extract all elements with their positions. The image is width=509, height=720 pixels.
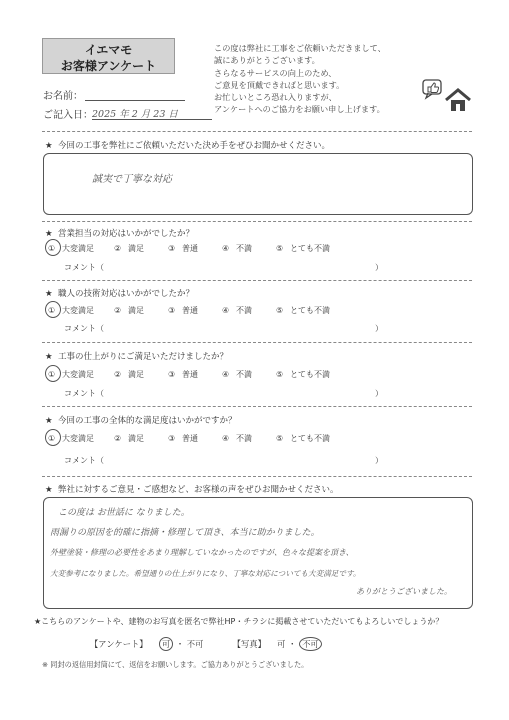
survey-no-option[interactable]: 不可: [186, 639, 204, 649]
option-2-label[interactable]: 満足: [128, 370, 144, 379]
intro-line: お忙しいところ恐れ入りますが、: [214, 92, 337, 103]
option-5-label[interactable]: とても不満: [290, 306, 330, 315]
option-1-label[interactable]: 大変満足: [62, 370, 94, 379]
question-6: [45, 483, 339, 495]
option-5-number[interactable]: ⑤: [276, 434, 284, 443]
option-3-label[interactable]: 普通: [182, 306, 198, 315]
option-5-number[interactable]: ⑤: [276, 306, 284, 315]
q1-answer: 誠実で丁寧な対応: [92, 174, 172, 185]
option-1-number[interactable]: ①: [48, 434, 56, 443]
option-2-number[interactable]: ②: [114, 244, 122, 253]
star-icon: ★: [45, 229, 53, 239]
option-3-label[interactable]: 普通: [182, 244, 198, 253]
option-1-number[interactable]: ①: [48, 370, 56, 379]
q2-comment-close: ）: [375, 263, 383, 272]
section-divider: [42, 280, 472, 281]
question-5-text: 今回の工事の全体的な満足度はいかがですか？: [58, 416, 237, 426]
q5-rating-options[interactable]: [48, 433, 330, 444]
question-1: [45, 139, 330, 151]
house-icon: [444, 88, 474, 114]
return-note: ※ 同封の返信用封筒にて、返信をお願いします。ご協力ありがとうございました。: [42, 660, 309, 669]
q6-answer-line: ありがとうございました。: [356, 587, 452, 596]
separator-dot: ・: [175, 639, 185, 649]
option-5-label[interactable]: とても不満: [290, 244, 330, 253]
q6-answer-line: 大変参考になりました。希望通りの仕上がりになり、丁寧な対応についても大変満足です。: [50, 569, 361, 578]
question-2-text: 営業担当の対応はいかがでしたか？: [58, 229, 195, 239]
permission-question: ★こちらのアンケートや、建物のお写真を匿名で弊社HP・チラシに掲載させていただいてもよろしいでしょうか？: [34, 617, 444, 626]
option-4-number[interactable]: ④: [222, 306, 230, 315]
option-2-label[interactable]: 満足: [128, 434, 144, 443]
star-icon: ★: [45, 141, 53, 151]
option-1-number[interactable]: ①: [48, 244, 56, 253]
q4-comment-close: ）: [375, 389, 383, 398]
option-4-label[interactable]: 不満: [236, 370, 252, 379]
photo-label: 【写真】: [232, 639, 266, 649]
question-1-text: 今回の工事を弊社にご依頼いただいた決め手をぜひお聞かせください。: [58, 141, 331, 151]
title-line-2: お客様アンケート: [60, 59, 157, 73]
q4-rating-options[interactable]: [48, 369, 330, 380]
q5-comment-close: ）: [375, 456, 383, 465]
question-3: [45, 287, 194, 299]
section-divider: [42, 476, 472, 477]
option-3-number[interactable]: ③: [168, 306, 176, 315]
q2-rating-options[interactable]: [48, 243, 330, 254]
section-divider: [42, 221, 472, 222]
q2-comment-label[interactable]: コメント（: [64, 263, 104, 272]
option-4-label[interactable]: 不満: [236, 434, 252, 443]
question-4: [45, 350, 228, 362]
question-6-text: 弊社に対するご意見・ご感想など、お客様の声をぜひお聞かせください。: [58, 485, 339, 495]
option-3-number[interactable]: ③: [168, 244, 176, 253]
intro-line: ご意見を頂戴できればと思います。: [214, 79, 345, 90]
survey-yes-option[interactable]: 可: [159, 637, 173, 651]
star-icon: ★: [45, 352, 53, 362]
option-2-number[interactable]: ②: [114, 370, 122, 379]
q6-answer-line: この度は お世話に なりました。: [58, 508, 190, 518]
option-1-label[interactable]: 大変満足: [62, 306, 94, 315]
q6-answer-line: 外壁塗装・修理の必要性をあまり理解していなかったのですが、色々な提案を頂き、: [50, 548, 354, 557]
intro-line: この度は弊社に工事をご依頼いただきまして、: [214, 43, 386, 53]
star-icon: ★: [45, 416, 53, 426]
q3-rating-options[interactable]: [48, 305, 330, 316]
option-4-number[interactable]: ④: [222, 434, 230, 443]
date-label: ご記入日：: [43, 110, 93, 121]
option-3-label[interactable]: 普通: [182, 434, 198, 443]
separator-dot: ・: [288, 639, 297, 649]
option-4-label[interactable]: 不満: [236, 244, 252, 253]
intro-line: アンケートへのご協力をお願い申し上げます。: [214, 104, 385, 115]
question-5: [45, 414, 237, 426]
q3-comment-label[interactable]: コメント（: [64, 324, 104, 333]
option-3-number[interactable]: ③: [168, 370, 176, 379]
q6-answer-line: 雨漏りの原因を的確に指摘・修理して頂き、本当に助かりました。: [50, 528, 320, 538]
option-4-number[interactable]: ④: [222, 244, 230, 253]
option-2-number[interactable]: ②: [114, 434, 122, 443]
option-5-label[interactable]: とても不満: [290, 434, 330, 443]
selected-circle: [45, 301, 61, 318]
option-5-number[interactable]: ⑤: [276, 370, 284, 379]
name-underline: [85, 100, 185, 101]
intro-line: さらなるサービスの向上のため、: [214, 67, 337, 78]
option-3-number[interactable]: ③: [168, 434, 176, 443]
survey-label: 【アンケート】: [90, 639, 148, 649]
q5-comment-label[interactable]: コメント（: [64, 456, 104, 465]
option-1-label[interactable]: 大変満足: [62, 244, 94, 253]
date-underline: [92, 119, 212, 120]
option-4-number[interactable]: ④: [222, 370, 230, 379]
q3-comment-close: ）: [375, 324, 383, 333]
selected-circle: [45, 429, 61, 446]
star-icon: ★: [45, 289, 53, 299]
photo-yes-option[interactable]: 可: [277, 639, 286, 649]
option-2-label[interactable]: 満足: [128, 306, 144, 315]
option-2-number[interactable]: ②: [114, 306, 122, 315]
photo-permission-row: [90, 637, 322, 651]
question-4-text: 工事の仕上がりにご満足いただけましたか？: [58, 352, 229, 362]
title-line-1: イエマモ: [84, 43, 133, 57]
option-3-label[interactable]: 普通: [182, 370, 198, 379]
section-divider: [42, 131, 472, 132]
survey-title-box: [42, 38, 175, 74]
name-label: お名前：: [43, 91, 83, 102]
option-4-label[interactable]: 不満: [236, 306, 252, 315]
option-1-label[interactable]: 大変満足: [62, 434, 94, 443]
q4-comment-label[interactable]: コメント（: [64, 389, 104, 398]
section-divider: [42, 406, 472, 407]
selected-circle: [45, 239, 61, 256]
selected-circle: [45, 365, 61, 382]
option-1-number[interactable]: ①: [48, 306, 56, 315]
option-2-label[interactable]: 満足: [128, 244, 144, 253]
star-icon: ★: [45, 485, 53, 495]
option-5-number[interactable]: ⑤: [276, 244, 284, 253]
option-5-label[interactable]: とても不満: [290, 370, 330, 379]
question-3-text: 職人の技術対応はいかがでしたか？: [58, 289, 195, 299]
intro-line: 誠にありがとうございます。: [214, 55, 320, 66]
photo-no-option[interactable]: 不可: [299, 637, 322, 651]
section-divider: [42, 342, 472, 343]
question-2: [45, 227, 194, 239]
date-value[interactable]: 2025 年 2 月 23 日: [92, 109, 178, 120]
